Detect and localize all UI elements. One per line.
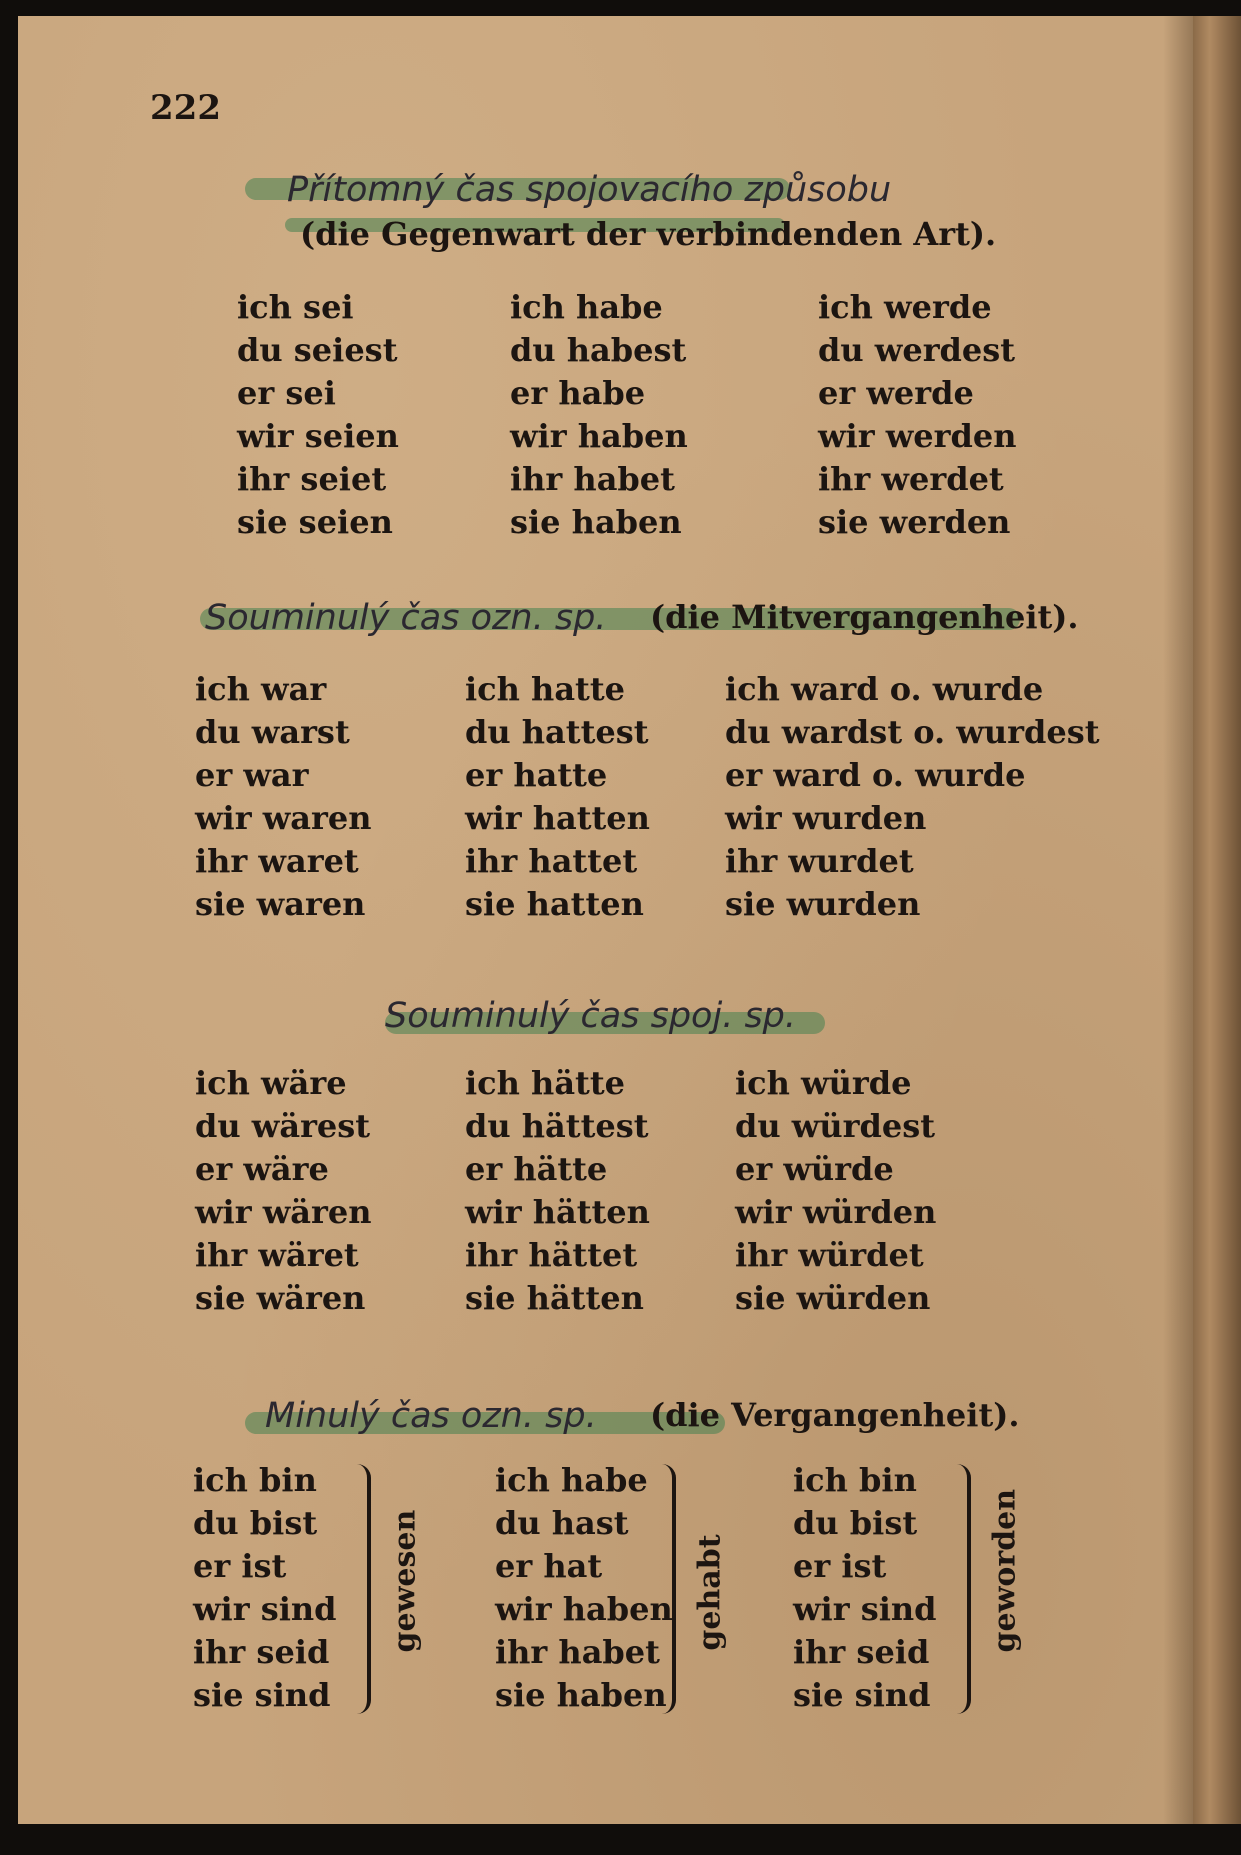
conjugation-form: sie waren [195,885,366,923]
conjugation-form: er wäre [195,1150,329,1188]
page-number: 222 [150,88,221,128]
conjugation-form: ich bin [793,1461,917,1499]
conjugation-form: ich wäre [195,1064,347,1102]
conjugation-form: sie würden [735,1279,931,1317]
conjugation-form: er hätte [465,1150,608,1188]
section-title: Přítomný čas spojovacího způsobu [287,170,892,210]
conjugation-form: wir haben [510,417,688,455]
conjugation-column [237,286,399,544]
conjugation-form: er sei [237,374,336,412]
conjugation-form: wir haben [495,1590,673,1628]
conjugation-form: wir wurden [725,799,927,837]
conjugation-form: sie haben [510,503,682,541]
conjugation-form: sie wären [195,1279,366,1317]
participle-label: gewesen [387,1509,423,1653]
conjugation-form: er hat [495,1547,603,1585]
conjugation-form: ihr habet [495,1633,660,1671]
brace [955,1464,971,1714]
conjugation-form: du hättest [465,1107,649,1145]
section-title: Minulý čas ozn. sp. [265,1396,597,1436]
conjugation-form: ihr wäret [195,1236,359,1274]
section-subtitle: (die Gegenwart der verbindenden Art). [300,215,997,253]
page-fold-shadow [1163,16,1193,1824]
conjugation-form: du würdest [735,1107,935,1145]
conjugation-form: er hatte [465,756,608,794]
conjugation-form: ich habe [510,288,663,326]
section-title: Souminulý čas spoj. sp. [385,996,797,1036]
participle-label: geworden [987,1488,1023,1653]
brace [355,1464,371,1714]
conjugation-form: ihr wurdet [725,842,914,880]
conjugation-column [510,286,688,544]
conjugation-column [793,1459,937,1717]
conjugation-column [465,668,650,926]
conjugation-column [195,1062,371,1320]
conjugation-form: er war [195,756,309,794]
conjugation-form: du wärest [195,1107,371,1145]
conjugation-form: er würde [735,1150,894,1188]
conjugation-form: du bist [793,1504,918,1542]
conjugation-form: ich würde [735,1064,912,1102]
conjugation-column [818,286,1016,544]
conjugation-form: du seiest [237,331,398,369]
book-edge [1193,16,1241,1824]
conjugation-form: wir seien [237,417,399,455]
conjugation-form: er werde [818,374,974,412]
conjugation-form: sie sind [193,1676,331,1714]
conjugation-form: ihr würdet [735,1236,924,1274]
conjugation-form: du hattest [465,713,649,751]
conjugation-form: du warst [195,713,350,751]
conjugation-form: wir sind [793,1590,937,1628]
conjugation-form: ihr habet [510,460,675,498]
conjugation-form: ihr hättet [465,1236,638,1274]
conjugation-form: wir sind [193,1590,337,1628]
conjugation-form: wir waren [195,799,372,837]
conjugation-form: ich war [195,670,327,708]
conjugation-form: ich sei [237,288,354,326]
conjugation-form: sie hatten [465,885,644,923]
conjugation-form: ihr werdet [818,460,1004,498]
conjugation-form: ihr seid [193,1633,330,1671]
conjugation-column [735,1062,936,1320]
conjugation-form: ich werde [818,288,992,326]
conjugation-form: wir hatten [465,799,650,837]
conjugation-form: er habe [510,374,646,412]
conjugation-form: er ward o. wurde [725,756,1026,794]
brace [660,1464,676,1714]
conjugation-form: ihr seiet [237,460,387,498]
conjugation-form: ich ward o. wurde [725,670,1044,708]
section-subtitle: (die Vergangenheit). [650,1396,1020,1434]
conjugation-form: du werdest [818,331,1016,369]
conjugation-form: wir wären [195,1193,372,1231]
conjugation-form: wir würden [735,1193,937,1231]
conjugation-column [195,668,371,926]
conjugation-form: ihr waret [195,842,359,880]
conjugation-form: er ist [193,1547,287,1585]
conjugation-column [465,1062,650,1320]
section-title: Souminulý čas ozn. sp. [205,598,607,638]
conjugation-form: ich habe [495,1461,648,1499]
conjugation-column [725,668,1100,926]
conjugation-column [495,1459,673,1717]
conjugation-form: ihr hattet [465,842,638,880]
conjugation-form: wir werden [818,417,1017,455]
conjugation-form: sie hätten [465,1279,644,1317]
conjugation-form: ihr seid [793,1633,930,1671]
section-subtitle: (die Mitvergangenheit). [650,598,1079,636]
conjugation-form: du hast [495,1504,629,1542]
conjugation-form: sie wurden [725,885,921,923]
conjugation-column [193,1459,337,1717]
conjugation-form: er ist [793,1547,887,1585]
conjugation-form: sie sind [793,1676,931,1714]
participle-label: gehabt [692,1534,728,1651]
conjugation-form: du wardst o. wurdest [725,713,1100,751]
conjugation-form: sie haben [495,1676,667,1714]
conjugation-form: sie seien [237,503,393,541]
conjugation-form: wir hätten [465,1193,650,1231]
conjugation-form: ich hätte [465,1064,625,1102]
conjugation-form: ich hatte [465,670,625,708]
conjugation-form: sie werden [818,503,1011,541]
conjugation-form: ich bin [193,1461,317,1499]
conjugation-form: du habest [510,331,687,369]
conjugation-form: du bist [193,1504,318,1542]
